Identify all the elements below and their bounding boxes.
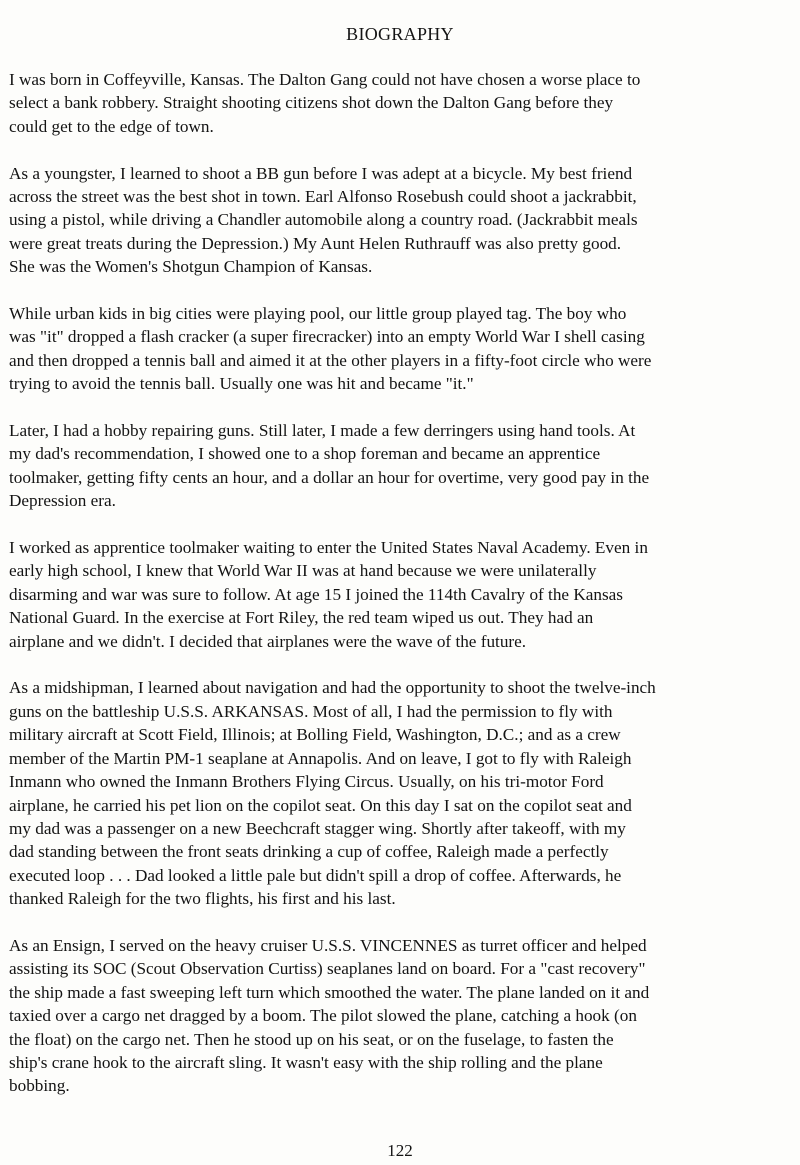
paragraph-midshipman: As a midshipman, I learned about navigation and had the opportunity to shoot the twelve-inch guns on the battleship U.S.S. ARKANSAS. Most of all, I had the permission to fly with military aircraft at Scott Field, Illinois; at Bolling Field, Washington, D.C.; and as a crew member of the Martin PM-1 seaplane at Annapolis. And on leave, I got to fly with Raleigh Inmann who owned the Inmann Brothers Flying Circus. Usually, on his tri-motor Ford airplane, he carried his pet lion on the copilot seat. On this day I sat on the copilot seat and my dad was a passenger on a new Beechcraft stagger wing. Shortly after takeoff, with my dad standing between the front seats drinking a cup of coffee, Raleigh made a perfectly executed loop . . . Dad looked a little pale but didn't spill a drop of coffee. Afterwards, he thanked Raleigh for the two flights, his first and his last. <box>9 678 656 909</box>
paragraph-youngster: As a youngster, I learned to shoot a BB gun before I was adept at a bicycle. My best friend across the street was the best shot in town. Earl Alfonso Rosebush could shoot a jackrabbit, using a pistol, while driving a Chandler automobile along a country road. (Jackrabbit meals were great treats during the Depression.) My Aunt Helen Ruthrauff was also pretty good. She was the Women's Shotgun Champion of Kansas. <box>9 163 638 277</box>
paragraph-ensign: As an Ensign, I served on the heavy cruiser U.S.S. VINCENNES as turret officer and helped assisting its SOC (Scout Observation Curtiss) seaplanes land on board. For a "cast recovery" the ship made a fast sweeping left turn which smoothed the water. The plane landed on it and taxied over a cargo net dragged by a boom. The pilot slowed the plane, catching a hook (on the float) on the cargo net. Then he stood up on his seat, or on the fuselage, to fasten the ship's crane hook to the aircraft sling. It wasn't easy with the ship rolling and the plane bobbing. <box>9 935 650 1096</box>
biography-body <box>9 68 791 1121</box>
paragraph-tag-game: While urban kids in big cities were playing pool, our little group played tag. The boy who was "it" dropped a flash cracker (a super firecracker) into an empty World War I shell casing and then dropped a tennis ball and aimed it at the other players in a fifty-foot circle who were trying to avoid the tennis ball. Usually one was hit and became "it." <box>9 304 652 394</box>
paragraph-gun-hobby: Later, I had a hobby repairing guns. Still later, I made a few derringers using hand tools. At my dad's recommendation, I showed one to a shop foreman and became an apprentice toolmaker, getting fifty cents an hour, and a dollar an hour for overtime, very good pay in the Depression era. <box>9 421 650 511</box>
paragraph-toolmaker: I worked as apprentice toolmaker waiting to enter the United States Naval Academy. Even in early high school, I knew that World War II was at hand because we were unilaterally disarming and war was sure to follow. At age 15 I joined the 114th Cavalry of the Kansas National Guard. In the exercise at Fort Riley, the red team wiped us out. They had an airplane and we didn't. I decided that airplanes were the wave of the future. <box>9 538 648 651</box>
paragraph-coffeyville: I was born in Coffeyville, Kansas. The Dalton Gang could not have chosen a worse place to select a bank robbery. Straight shooting citizens shot down the Dalton Gang before they could get to the edge of town. <box>9 70 641 136</box>
page-title: BIOGRAPHY <box>346 24 454 44</box>
page-number: 122 <box>387 1141 413 1160</box>
